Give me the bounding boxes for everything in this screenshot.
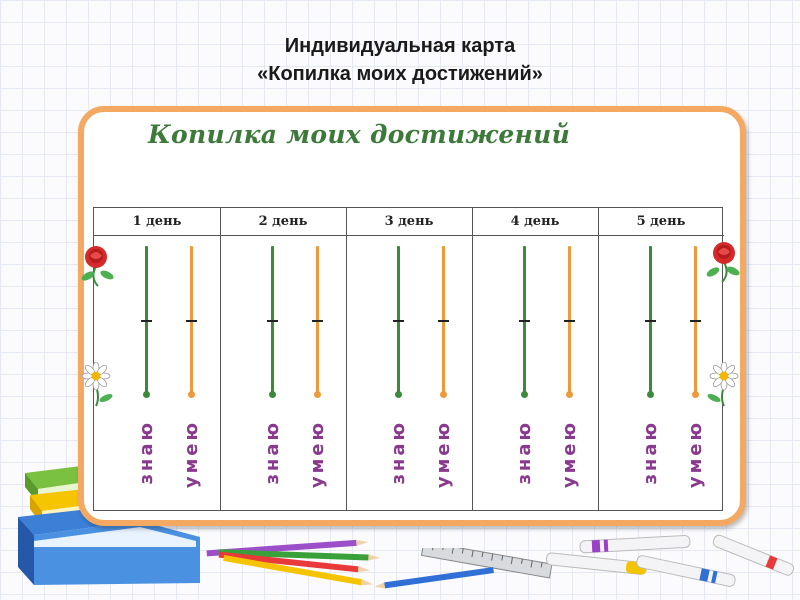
rose-icon <box>76 242 122 288</box>
know-scale-bar-midpoint <box>519 320 530 322</box>
rose-icon <box>700 238 746 284</box>
can-scale-bar-midpoint <box>312 320 323 322</box>
can-scale-bar-midpoint <box>564 320 575 322</box>
column-divider <box>472 208 473 510</box>
can-scale-bar-end <box>188 391 195 398</box>
know-scale-bar-end <box>143 391 150 398</box>
can-scale-bar-midpoint <box>186 320 197 322</box>
markers-icon <box>540 532 795 598</box>
progress-table <box>93 207 723 511</box>
title-line-1: Индивидуальная карта <box>284 35 516 57</box>
can-scale-bar-end <box>692 391 699 398</box>
can-scale-bar-end <box>566 391 573 398</box>
can-scale-bar-midpoint <box>690 320 701 322</box>
card-heading: Копилка моих достижений <box>148 120 571 149</box>
can-label: умею <box>559 420 580 489</box>
know-label: знаю <box>514 420 535 485</box>
can-label: умею <box>181 420 202 489</box>
pencils-icon <box>198 538 398 598</box>
can-label: умею <box>685 420 706 489</box>
know-scale-bar-midpoint <box>645 320 656 322</box>
column-divider <box>598 208 599 510</box>
column-divider <box>346 208 347 510</box>
know-label: знаю <box>640 420 661 485</box>
can-scale-bar-end <box>314 391 321 398</box>
day-header: 3 день <box>346 208 472 236</box>
day-header: 5 день <box>598 208 724 236</box>
know-label: знаю <box>136 420 157 485</box>
know-scale-bar-end <box>521 391 528 398</box>
can-label: умею <box>433 420 454 489</box>
can-scale-bar-end <box>440 391 447 398</box>
know-scale-bar-end <box>647 391 654 398</box>
daisy-icon <box>702 362 744 408</box>
know-scale-bar-midpoint <box>141 320 152 322</box>
know-label: знаю <box>388 420 409 485</box>
day-header: 4 день <box>472 208 598 236</box>
page-title <box>0 32 800 88</box>
column-divider <box>220 208 221 510</box>
know-label: знаю <box>262 420 283 485</box>
know-scale-bar-end <box>269 391 276 398</box>
day-header: 2 день <box>220 208 346 236</box>
know-scale-bar-end <box>395 391 402 398</box>
can-label: умею <box>307 420 328 489</box>
daisy-icon <box>78 362 120 408</box>
know-scale-bar-midpoint <box>267 320 278 322</box>
can-scale-bar-midpoint <box>438 320 449 322</box>
know-scale-bar-midpoint <box>393 320 404 322</box>
day-header: 1 день <box>94 208 220 236</box>
title-line-2: «Копилка моих достижений» <box>257 63 543 85</box>
